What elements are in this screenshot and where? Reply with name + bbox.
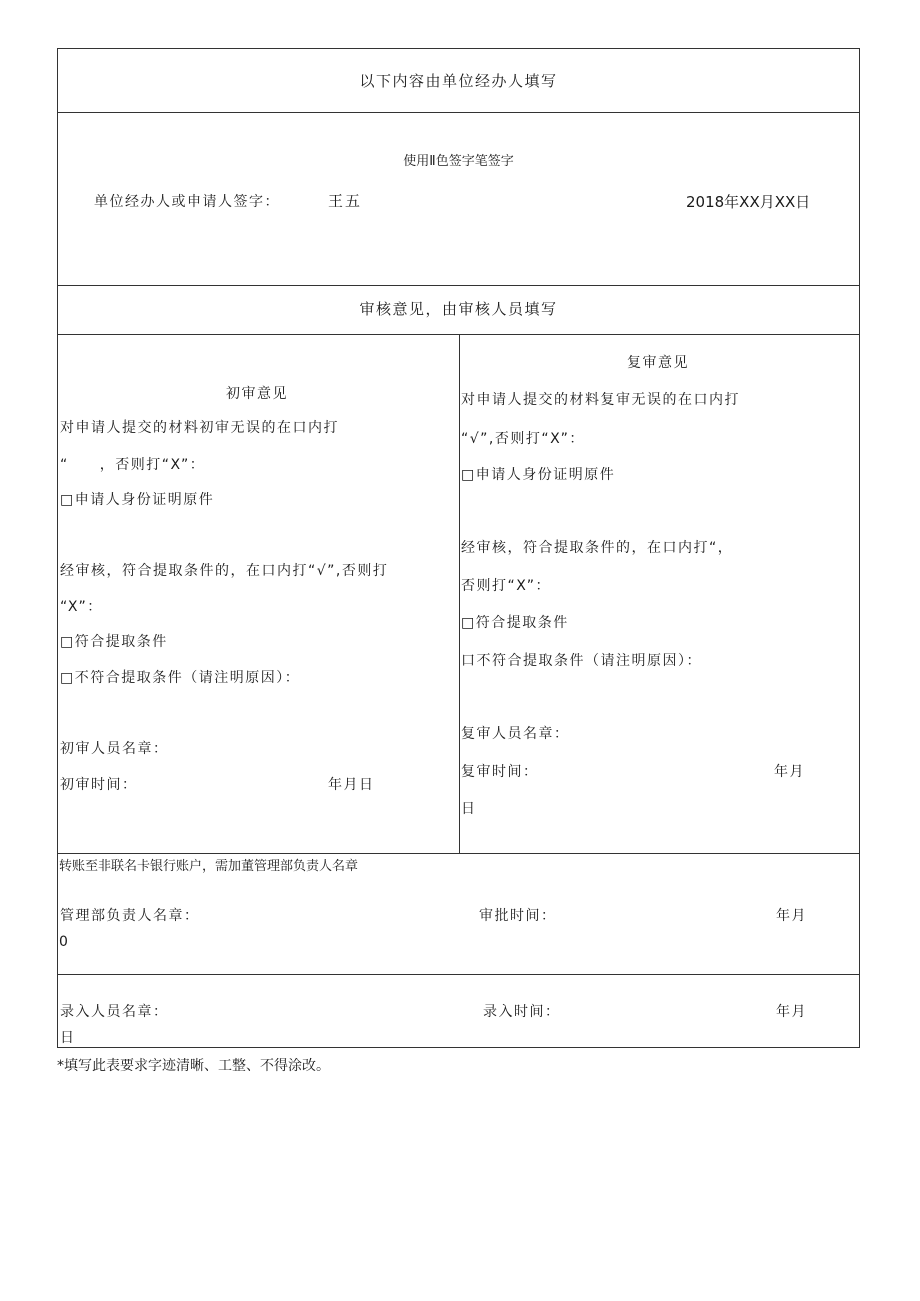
column-divider	[459, 334, 460, 853]
divider	[58, 853, 859, 854]
second-review-instruction: “√”,否则打“X”：	[461, 431, 585, 447]
initial-review-instruction: 对申请人提交的材料初审无误的在口内打	[60, 420, 339, 436]
second-condition-text: 否则打“X”：	[461, 578, 552, 594]
second-time-label: 复审时间：	[461, 764, 539, 780]
divider	[58, 112, 859, 113]
transfer-note: 转账至非联名卡银行账户，需加董管理部负责人名章	[59, 859, 359, 874]
second-time-value: 年月	[774, 764, 805, 780]
applicant-section-header: 以下内容由单位经办人填写	[359, 72, 558, 90]
second-review-title: 复审意见	[627, 355, 689, 371]
second-time-value-day: 日	[461, 801, 477, 817]
second-review-instruction: 对申请人提交的材料复审无误的在口内打	[461, 392, 740, 408]
second-id-checkbox[interactable]: □申请人身份证明原件	[461, 467, 616, 483]
second-condition-text: 经审核，符合提取条件的，在口内打“，	[461, 540, 734, 556]
signature-label: 单位经办人或申请人签字：	[94, 194, 280, 210]
review-section-header: 审核意见，由审核人员填写	[359, 300, 558, 318]
initial-review-instruction: “ ，否则打“X”：	[60, 457, 206, 473]
second-meets-checkbox[interactable]: □符合提取条件	[461, 615, 569, 631]
initial-time-value: 年月日	[328, 777, 375, 793]
approval-time-value: 年月	[776, 908, 807, 924]
divider	[58, 974, 859, 975]
second-not-meets-checkbox[interactable]: 口不符合提取条件（请注明原因）：	[461, 653, 702, 669]
footer-note: *填写此表要求字迹清晰、工整、不得涂改。	[57, 1058, 330, 1074]
entry-time-label: 录入时间：	[483, 1004, 561, 1020]
manager-seal-label: 管理部负责人名章：	[60, 908, 200, 924]
entry-time-value: 年月	[776, 1004, 807, 1020]
initial-time-label: 初审时间：	[60, 777, 138, 793]
initial-condition-text: “X”：	[60, 599, 103, 615]
application-form	[57, 48, 860, 1048]
initial-meets-checkbox[interactable]: □符合提取条件	[60, 634, 168, 650]
second-seal-label: 复审人员名章：	[461, 726, 570, 742]
ink-note: 使用Ⅱ色签字笔签字	[403, 154, 514, 169]
divider	[58, 285, 859, 286]
initial-review-title: 初审意见	[226, 386, 288, 402]
signature-value: 王五	[328, 192, 363, 210]
entry-seal-label: 录入人员名章：	[60, 1004, 169, 1020]
approval-time-label: 审批时间：	[479, 908, 557, 924]
manager-seal-value: 0	[59, 934, 68, 950]
sign-date: 2018年XX月XX日	[686, 193, 811, 211]
initial-not-meets-checkbox[interactable]: □不符合提取条件（请注明原因）：	[60, 670, 301, 686]
initial-id-checkbox[interactable]: □申请人身份证明原件	[60, 492, 215, 508]
entry-time-value-day: 日	[60, 1030, 76, 1046]
initial-seal-label: 初审人员名章：	[60, 741, 169, 757]
initial-condition-text: 经审核，符合提取条件的，在口内打“√”,否则打	[60, 563, 389, 579]
